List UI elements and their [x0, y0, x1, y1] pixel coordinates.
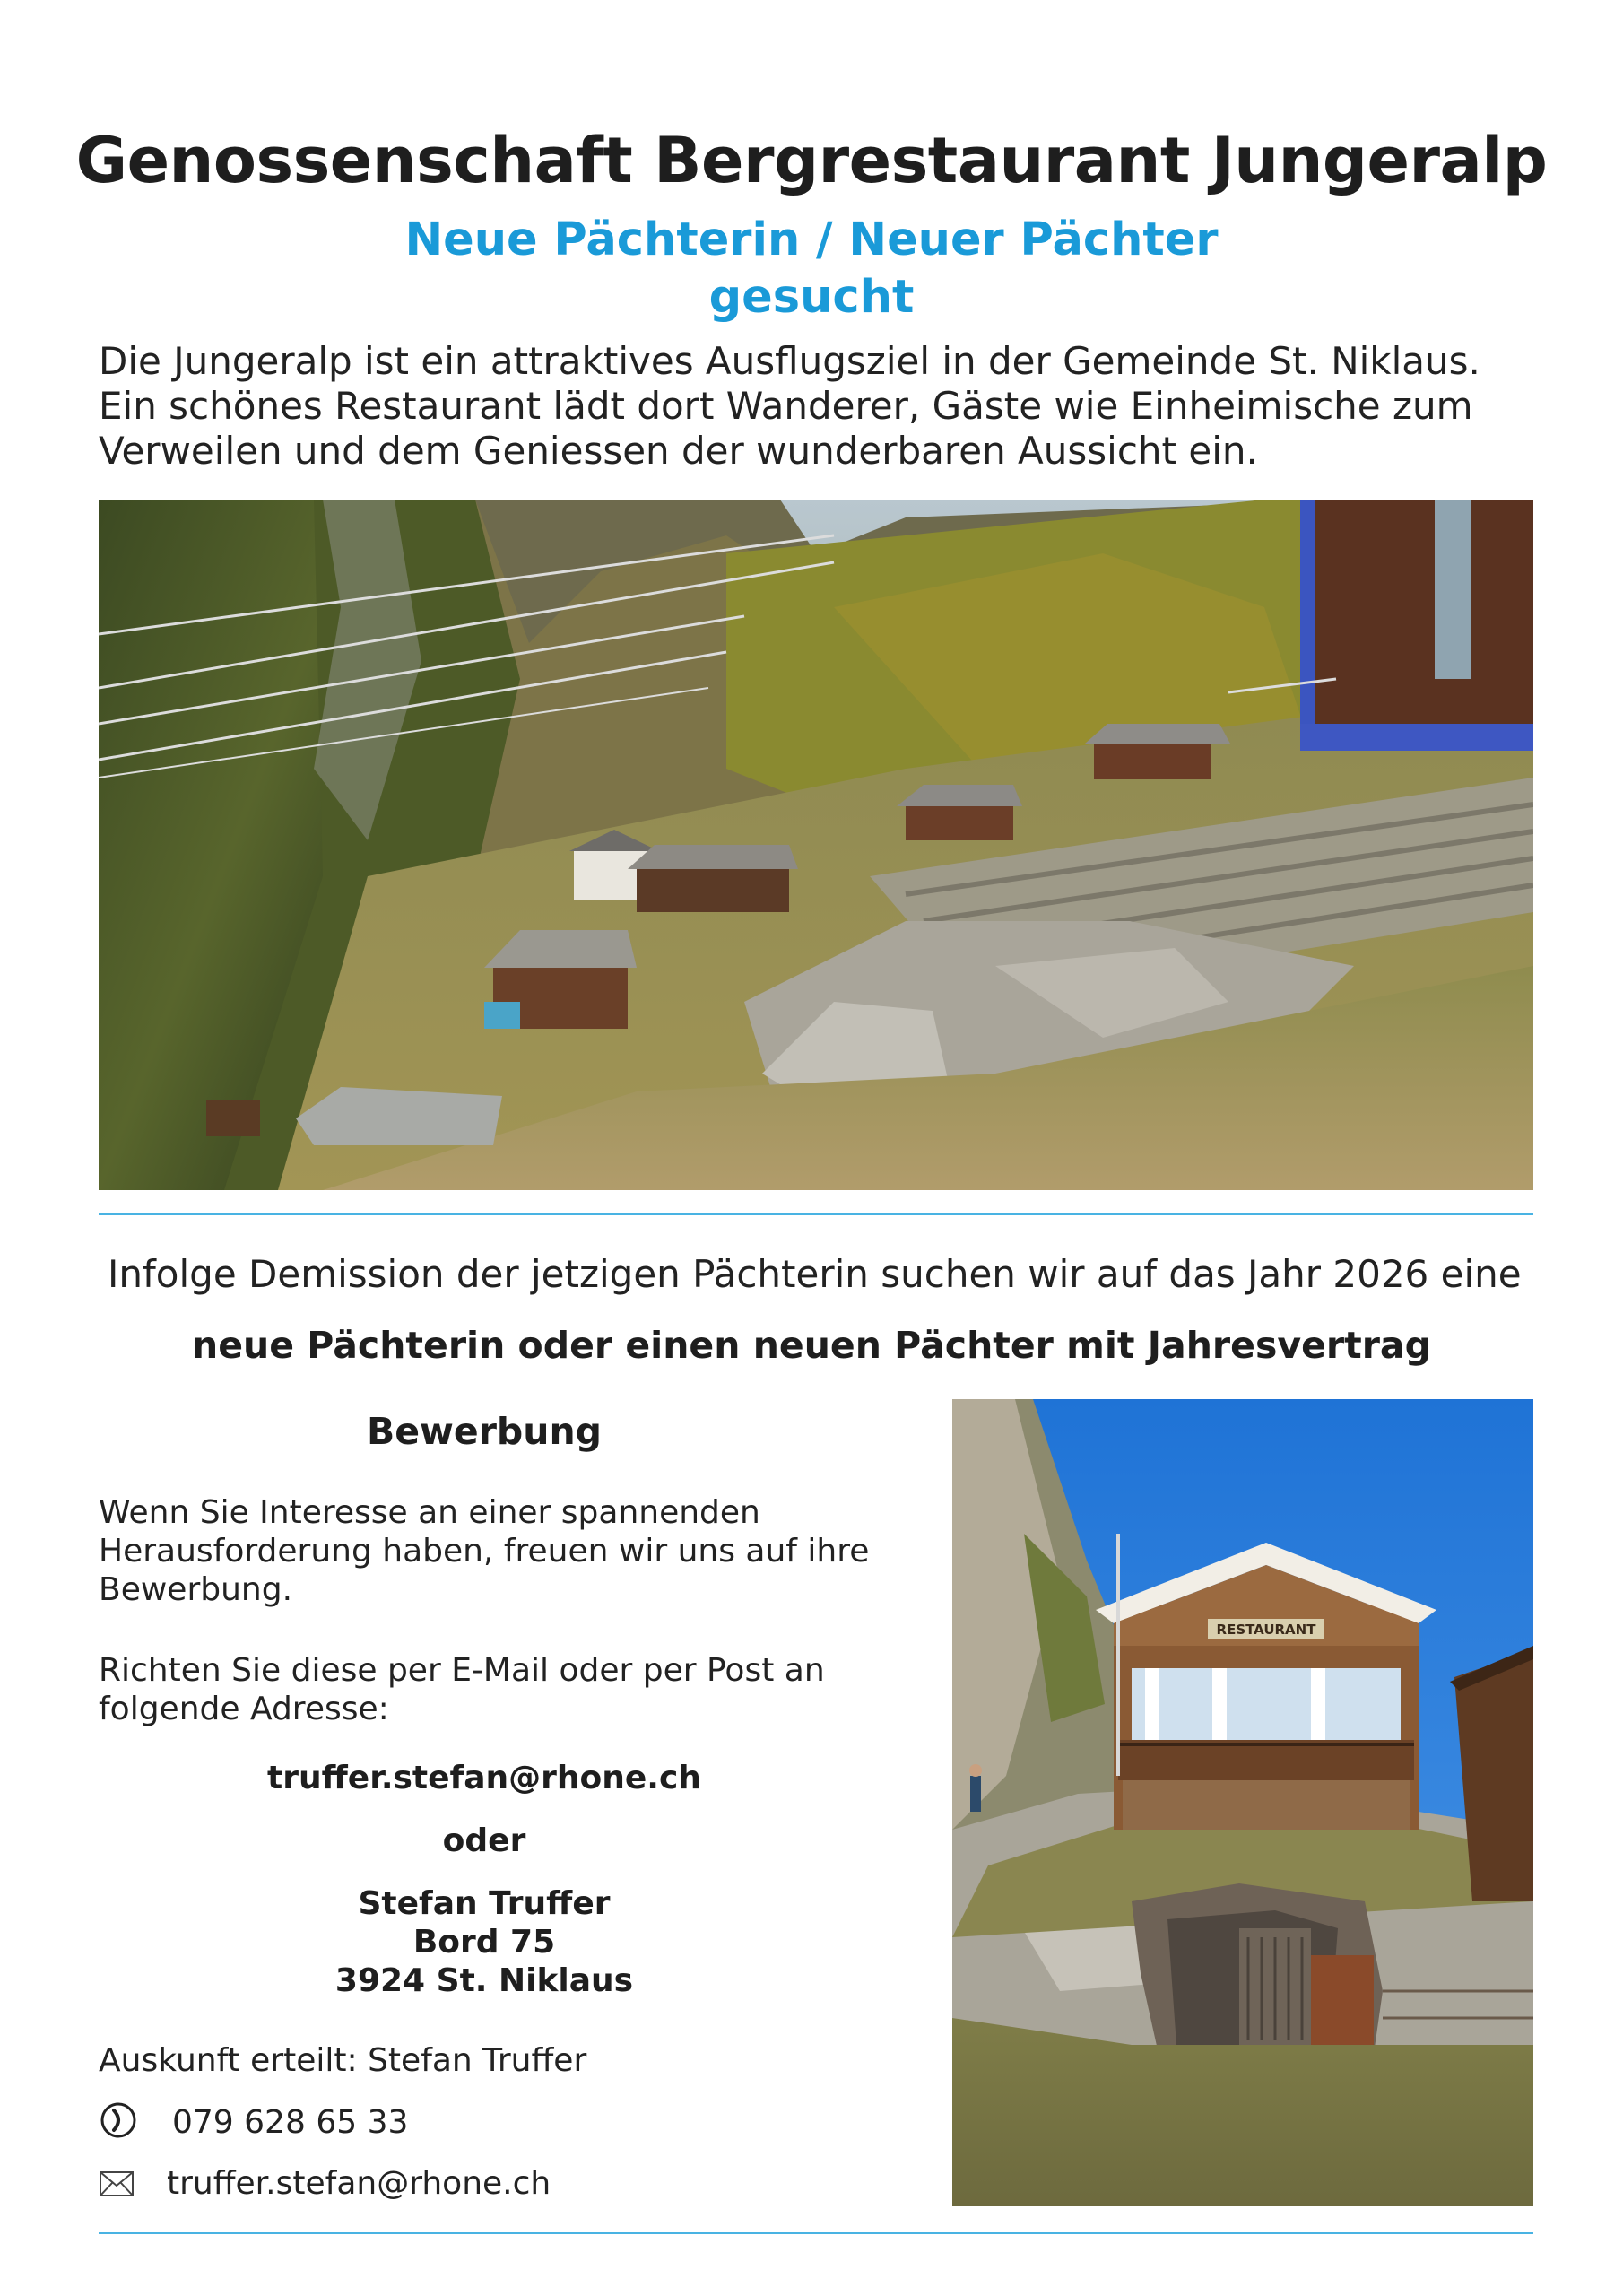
application-para2-line2: folgende Adresse: [99, 1691, 389, 1727]
phone-icon [99, 2100, 138, 2140]
restaurant-photo [952, 1399, 1533, 2206]
application-para1-line2: Herausforderung haben, freuen wir uns auf ihre [99, 1533, 870, 1570]
address-street: Bord 75 [412, 1924, 556, 1961]
contact-email-link[interactable]: truffer.stefan@rhone.ch [167, 2165, 551, 2202]
notice-highlight: neue Pächterin oder einen neuen Pächter mit Jahresvertrag [192, 1324, 1431, 1367]
intro-line-3: Verweilen und dem Geniessen der wunderbaren Aussicht ein. [99, 429, 1258, 473]
page-title: Genossenschaft Bergrestaurant Jungeralp [75, 124, 1548, 197]
restaurant-sign: RESTAURANT [1216, 1622, 1316, 1638]
contact-info: Auskunft erteilt: Stefan Truffer [99, 2042, 587, 2079]
application-para1-line3: Bewerbung. [99, 1571, 293, 1608]
divider-bottom [99, 2232, 1533, 2234]
intro-line-1: Die Jungeralp ist ein attraktives Ausflugsziel in der Gemeinde St. Niklaus. [99, 339, 1480, 383]
application-heading: Bewerbung [366, 1410, 603, 1453]
address-city: 3924 St. Niklaus [334, 1962, 634, 1999]
intro-line-2: Ein schönes Restaurant lädt dort Wanderer, Gäste wie Einheimische zum [99, 384, 1473, 428]
envelope-icon [99, 2170, 135, 2197]
subtitle-line-2: gesucht [708, 271, 915, 324]
notice-text: Infolge Demission der jetzigen Pächterin suchen wir auf das Jahr 2026 eine [108, 1252, 1522, 1296]
application-para2-line1: Richten Sie diese per E-Mail oder per Post an [99, 1652, 825, 1689]
application-para1-line1: Wenn Sie Interesse an einer spannenden [99, 1494, 760, 1531]
phone-number-link[interactable]: 079 628 65 33 [172, 2104, 409, 2141]
divider-top [99, 1213, 1533, 1215]
application-email-link[interactable]: truffer.stefan@rhone.ch [267, 1760, 701, 1796]
or-separator: oder [442, 1822, 526, 1859]
alp-village-photo [99, 500, 1533, 1190]
subtitle-line-1: Neue Pächterin / Neuer Pächter [404, 213, 1219, 266]
address-name: Stefan Truffer [358, 1885, 611, 1922]
